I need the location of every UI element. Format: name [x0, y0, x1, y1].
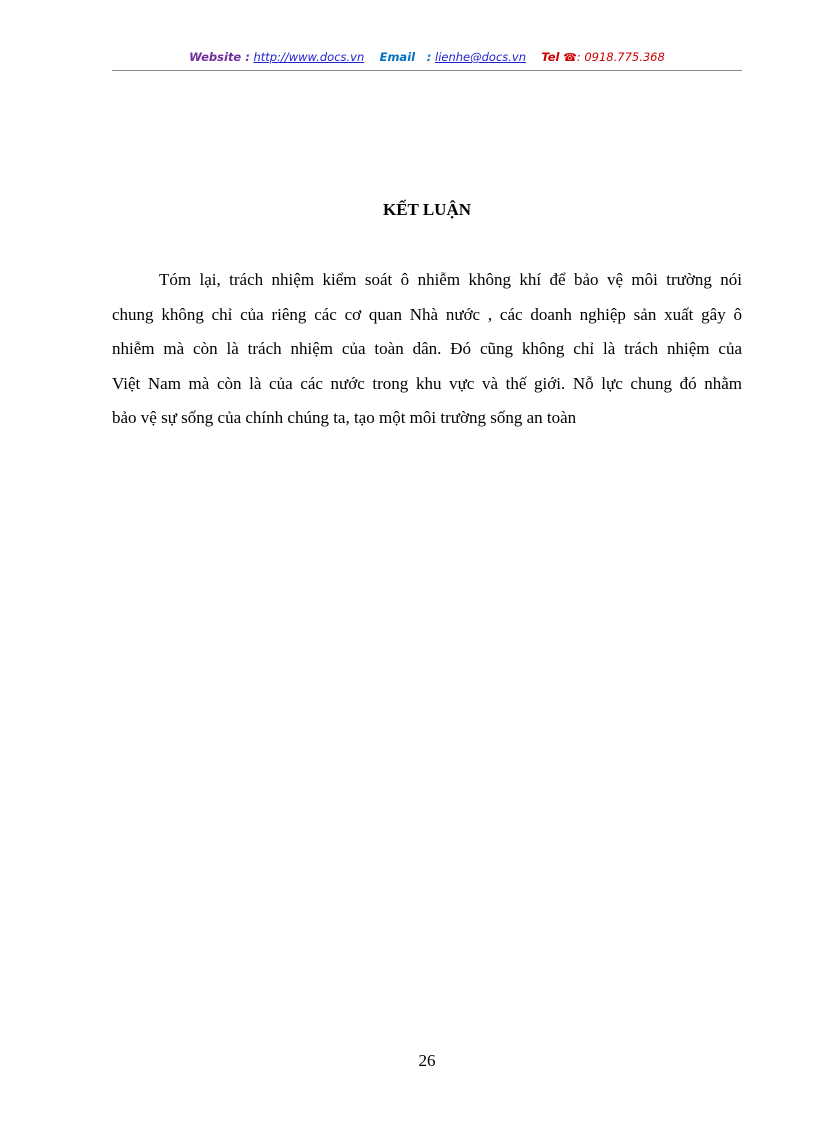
paragraph-line: chung không chỉ của riêng các cơ quan Nhà nước , các doanh nghiệp sản xuất gây ô — [112, 304, 742, 324]
body-paragraph — [112, 263, 742, 436]
paragraph-line: Việt Nam mà còn là của các nước trong khu vực và thế giới. Nỗ lực chung đó nhằm — [112, 373, 742, 393]
email-separator: : — [426, 50, 432, 64]
paragraph-line: Tóm lại, trách nhiệm kiểm soát ô nhiễm không khí để bảo vệ môi trường nói — [159, 270, 742, 289]
tel-label: Tel — [541, 50, 560, 64]
page-number: 26 — [418, 1051, 436, 1070]
paragraph-line: bảo vệ sự sống của chính chúng ta, tạo một môi trường sống an toàn — [112, 408, 577, 427]
paragraph-line: nhiễm mà còn là trách nhiệm của toàn dân. Đó cũng không chỉ là trách nhiệm của — [112, 339, 742, 358]
page-header — [112, 50, 742, 64]
website-link[interactable]: http://www.docs.vn — [253, 50, 365, 64]
phone-number: : 0918.775.368 — [576, 50, 665, 64]
header-divider — [112, 70, 742, 71]
phone-icon: ☎ — [563, 51, 577, 64]
email-link[interactable]: lienhe@docs.vn — [435, 50, 527, 64]
section-title: KẾT LUẬN — [382, 200, 471, 219]
email-label: Email — [379, 50, 416, 64]
website-label: Website : — [189, 50, 250, 64]
